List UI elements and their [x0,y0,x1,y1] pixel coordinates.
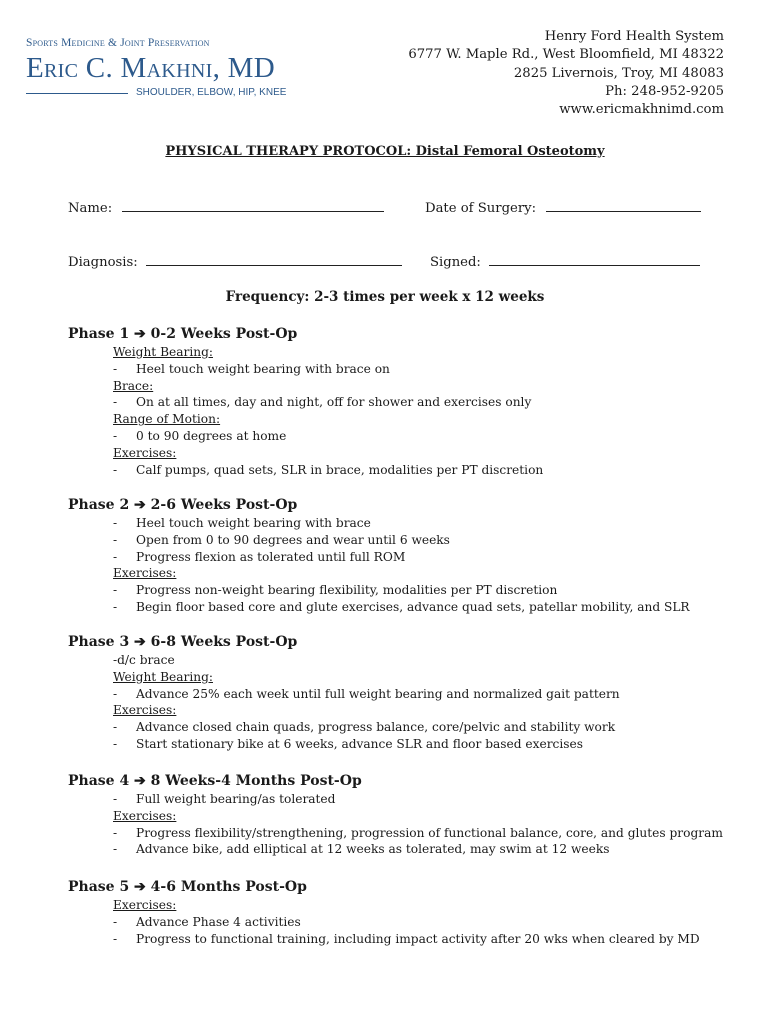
list-item [113,686,758,703]
bullet-dash: - [113,361,118,376]
subsection-heading: Exercises: [113,445,177,460]
bullet-dash: - [113,395,118,410]
signed-blank[interactable] [489,253,700,266]
list-item [113,549,758,566]
date-of-surgery-label: Date of Surgery: [425,201,537,216]
list-item-text: Progress to functional training, including impact activity after 20 wks when cleared by MD [136,931,700,946]
list-item [113,582,758,599]
phase-title: Phase 3 ➔ 6-8 Weeks Post-Op [68,634,298,650]
signed-field [430,253,700,270]
phase-section [68,633,758,753]
name-blank[interactable] [122,199,384,212]
bullet-dash: - [113,462,118,477]
date-of-surgery-field [425,199,701,216]
frequency: Frequency: 2-3 times per week x 12 weeks [225,289,545,305]
phase-title: Phase 2 ➔ 2-6 Weeks Post-Op [68,497,298,513]
list-item [113,931,758,948]
address-line: 6777 W. Maple Rd., West Bloomfield, MI 48322 [408,47,724,63]
name-field [68,199,384,216]
list-item-text: Advance bike, add elliptical at 12 weeks as tolerated, may swim at 12 weeks [136,842,610,857]
address-line: 2825 Livernois, Troy, MI 48083 [513,65,724,81]
list-item [113,736,758,753]
list-item [113,515,758,532]
subsection-heading: Weight Bearing: [113,669,213,684]
bullet-dash: - [113,428,118,443]
list-item [113,791,758,808]
list-item [113,825,758,842]
diagnosis-label: Diagnosis: [68,255,138,270]
bullet-dash: - [113,532,118,547]
list-item-text: Progress flexibility/strengthening, progression of functional balance, core, and glutes program [136,825,723,840]
subsection-heading: Range of Motion: [113,412,221,427]
phase-body [113,791,758,858]
name-label: Name: [68,201,113,216]
date-of-surgery-blank[interactable] [546,199,701,212]
list-item [113,914,758,931]
list-item-text: On at all times, day and night, off for shower and exercises only [136,395,532,410]
signed-label: Signed: [430,255,481,270]
plain-line: -d/c brace [113,653,175,667]
list-item [113,599,758,616]
address-block [408,28,724,119]
document-title: PHYSICAL THERAPY PROTOCOL: Distal Femoral Osteotomy [165,144,605,159]
list-item-text: Heel touch weight bearing with brace on [136,361,390,376]
list-item [113,361,758,378]
phase-title: Phase 1 ➔ 0-2 Weeks Post-Op [68,326,298,342]
list-item-text: Full weight bearing/as tolerated [136,792,336,806]
phase-section [68,772,758,858]
phase-section [68,878,758,947]
list-item [113,841,758,858]
list-item-text: Advance Phase 4 activities [136,914,301,929]
list-item [113,394,758,411]
logo-divider [26,93,128,94]
list-item-text: Open from 0 to 90 degrees and wear until 6 weeks [136,532,450,547]
bullet-dash: - [113,599,118,614]
list-item [113,719,758,736]
subsection-heading: Exercises: [113,566,177,581]
list-item-text: Begin floor based core and glute exercises, advance quad sets, patellar mobility, and SLR [136,599,690,614]
phase-body [113,515,758,616]
bullet-dash: - [113,516,118,530]
list-item-text: Progress flexion as tolerated until full ROM [136,549,406,564]
bullet-dash: - [113,825,118,840]
diagnosis-field [68,253,402,270]
bullet-dash: - [113,549,118,564]
list-item [113,428,758,445]
diagnosis-blank[interactable] [146,253,402,266]
logo-subtitle: Sports Medicine & Joint Preservation [26,37,210,49]
list-item-text: 0 to 90 degrees at home [136,428,287,443]
address-line: Henry Ford Health System [544,29,724,44]
list-item [113,532,758,549]
logo-doctor-name: Eric C. Makhni, MD [26,52,275,84]
bullet-dash: - [113,720,118,735]
bullet-dash: - [113,914,118,929]
phone-line: Ph: 248-952-9205 [605,83,724,99]
phase-body [113,344,758,478]
list-item-text: Heel touch weight bearing with brace [136,516,371,530]
list-item-text: Start stationary bike at 6 weeks, advance SLR and floor based exercises [136,736,583,751]
list-item-text: Advance closed chain quads, progress balance, core/pelvic and stability work [136,720,616,735]
phase-section [68,325,758,478]
bullet-dash: - [113,792,118,806]
subsection-heading: Exercises: [113,898,177,912]
subsection-heading: Weight Bearing: [113,345,213,359]
logo-tagline-row [26,86,296,100]
list-item-text: Progress non-weight bearing flexibility, modalities per PT discretion [136,583,558,598]
website-link[interactable]: www.ericmakhnimd.com [559,102,724,118]
bullet-dash: - [113,686,118,701]
bullet-dash: - [113,842,118,857]
bullet-dash: - [113,583,118,598]
subsection-heading: Exercises: [113,703,177,718]
subsection-heading: Exercises: [113,808,177,823]
bullet-dash: - [113,931,118,946]
phase-section [68,496,758,616]
phase-body [113,652,758,753]
logo-tagline: SHOULDER, ELBOW, HIP, KNEE [136,87,287,98]
list-item-text: Advance 25% each week until full weight bearing and normalized gait pattern [136,686,620,701]
phase-title: Phase 4 ➔ 8 Weeks-4 Months Post-Op [68,773,362,789]
subsection-heading: Brace: [113,378,154,393]
practice-logo [26,36,296,100]
phase-title: Phase 5 ➔ 4-6 Months Post-Op [68,879,307,895]
bullet-dash: - [113,736,118,751]
phase-body [113,897,758,947]
list-item-text: Calf pumps, quad sets, SLR in brace, modalities per PT discretion [136,462,544,477]
list-item [113,462,758,479]
